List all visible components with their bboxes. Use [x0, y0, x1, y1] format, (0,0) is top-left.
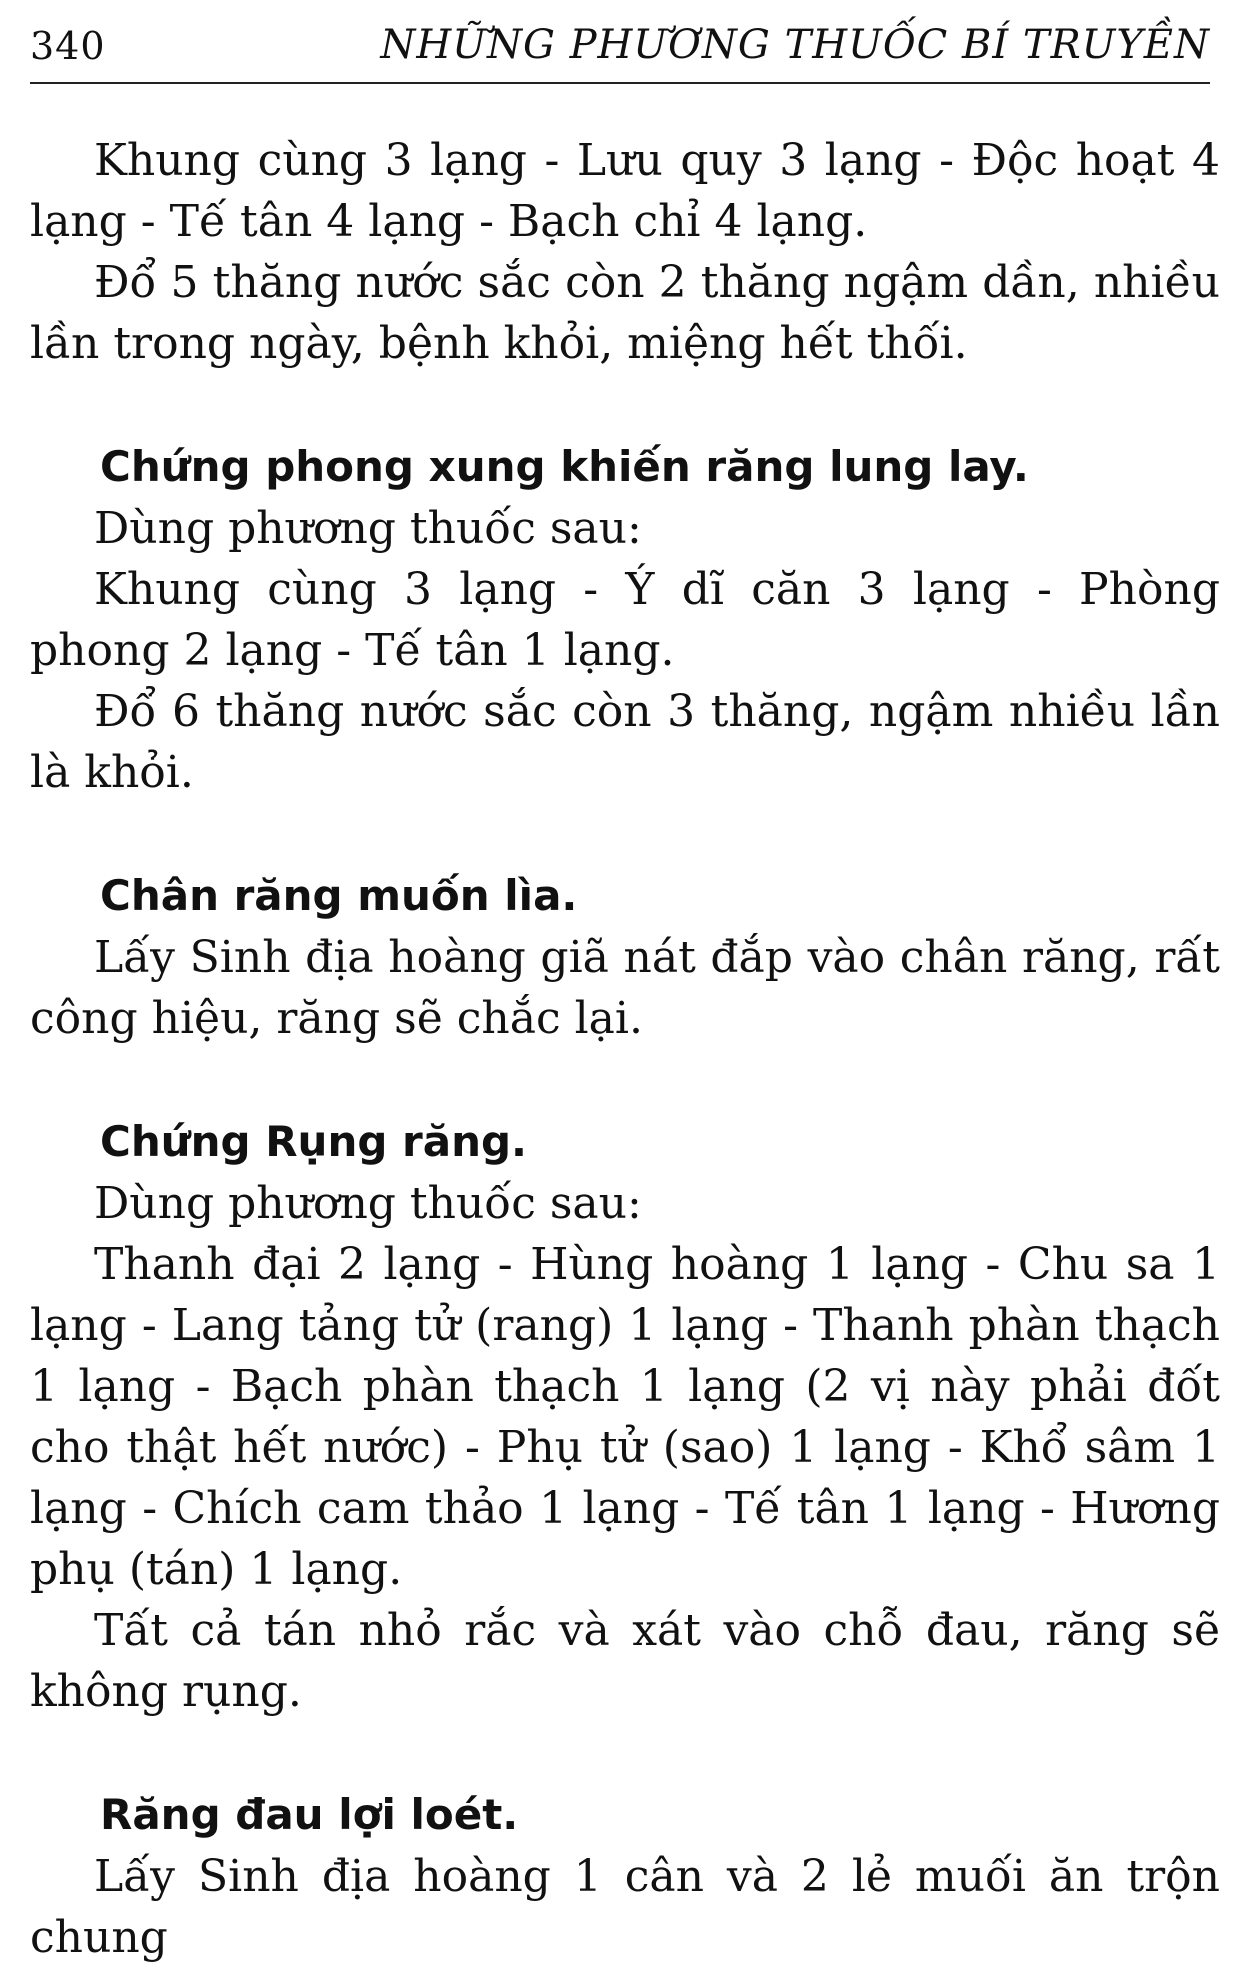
s1-lead: Dùng phương thuốc sau: — [94, 503, 642, 554]
page-body — [30, 130, 1220, 1968]
intro-ingredients: Khung cùng 3 lạng - Lưu quy 3 lạng - Độc hoạt 4 lạng - Tế tân 4 lạng - Bạch chỉ 4 lạng. — [30, 135, 1220, 247]
page-header — [30, 14, 1210, 94]
section-gap — [30, 803, 1220, 865]
section-heading-chan-rang: Chân răng muốn lìa. — [100, 871, 578, 920]
s2-instructions: Lấy Sinh địa hoàng giã nát đắp vào chân răng, rất công hiệu, răng sẽ chắc lại. — [30, 932, 1220, 1044]
section-heading-phong-xung: Chứng phong xung khiến răng lung lay. — [100, 442, 1029, 491]
running-title: NHỮNG PHƯƠNG THUỐC BÍ TRUYỀN — [380, 22, 1210, 68]
s3-instructions: Tất cả tán nhỏ rắc và xát vào chỗ đau, răng sẽ không rụng. — [30, 1605, 1220, 1717]
page-number: 340 — [30, 24, 106, 68]
section-heading-rung-rang: Chứng Rụng răng. — [100, 1117, 528, 1166]
intro-instructions: Đổ 5 thăng nước sắc còn 2 thăng ngậm dần, nhiều lần trong ngày, bệnh khỏi, miệng hết thối. — [30, 257, 1220, 369]
s4-instructions: Lấy Sinh địa hoàng 1 cân và 2 lẻ muối ăn trộn chung — [30, 1851, 1220, 1963]
section-gap — [30, 1049, 1220, 1111]
section-heading-rang-dau: Răng đau lợi loét. — [100, 1790, 519, 1839]
s3-lead: Dùng phương thuốc sau: — [94, 1178, 642, 1229]
section-gap — [30, 1722, 1220, 1784]
section-gap — [30, 374, 1220, 436]
s3-ingredients: Thanh đại 2 lạng - Hùng hoàng 1 lạng - Chu sa 1 lạng - Lang tảng tử (rang) 1 lạng - Thanh phàn thạch 1 lạng - Bạch phàn thạch 1 lạng (2 vị này phải đốt cho thật hết nước) - Phụ tử (sao) 1 lạng - Khổ sâm 1 lạng - Chích cam thảo 1 lạng - Tế tân 1 lạng - Hương phụ (tán) 1 lạng. — [30, 1239, 1220, 1595]
header-rule — [30, 82, 1210, 84]
s1-ingredients: Khung cùng 3 lạng - Ý dĩ căn 3 lạng - Phòng phong 2 lạng - Tế tân 1 lạng. — [30, 564, 1220, 676]
s1-instructions: Đổ 6 thăng nước sắc còn 3 thăng, ngậm nhiều lần là khỏi. — [30, 686, 1220, 798]
